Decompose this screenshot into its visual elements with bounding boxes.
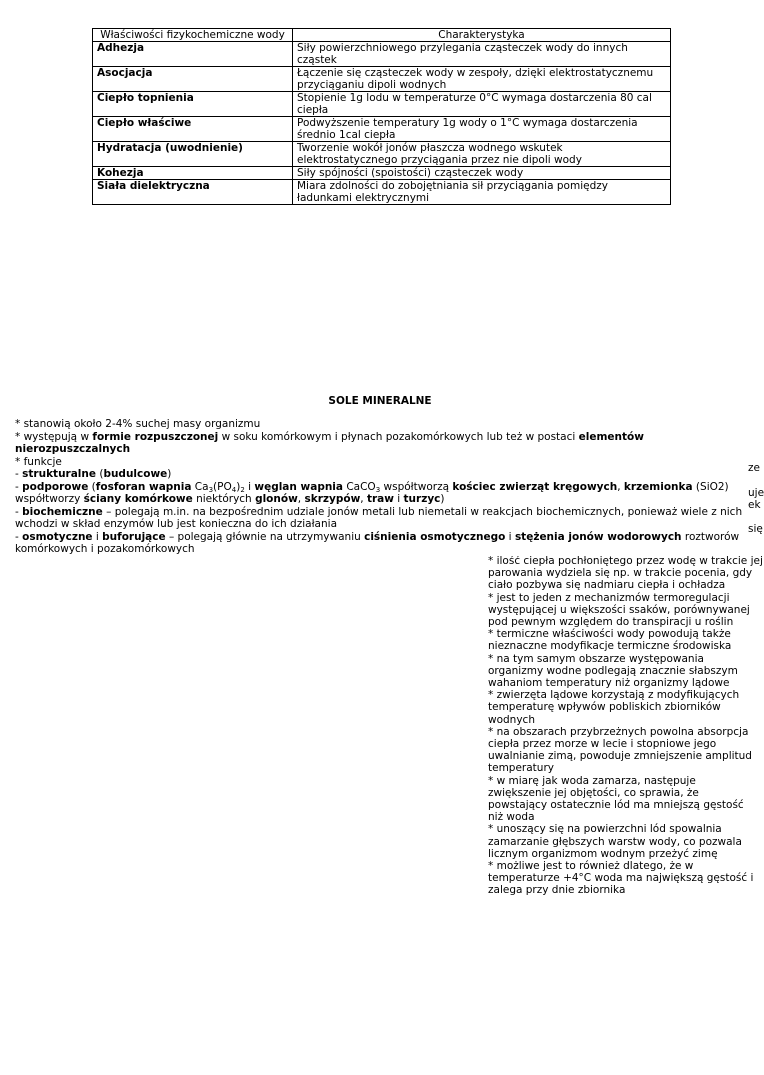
text: w soku komórkowym i płynach pozakomórkowych lub też w postaci [218,430,579,443]
mineral-salts-list [15,418,745,556]
list-item [15,456,745,469]
emphasis: fosforan wapnia [95,480,192,493]
text: - [15,530,23,543]
list-item: * unoszący się na powierzchni lód spowalnia zamarzanie głębszych warstw wody, co pozwala licznym organizmom wodnym przeżyć zimę [488,823,742,860]
clipped-text-fragment: ek [748,499,761,511]
list-item: * na tym samym obszarze występowania organizmy wodne podlegają znacznie słabszym wahaniom temperatury niż organizmy lądowe [488,652,738,690]
subscript: 4 [231,485,237,494]
list-item: * na obszarach przybrzeżnych powolna absorpcja ciepła przez morze w lecie i stopniowe jego uwalnianie zimą, powoduje zmniejszenie amplitud temperatury [488,725,752,775]
text: , [297,493,305,505]
text: ) [167,468,172,480]
water-properties-table [92,28,671,205]
clipped-text-fragment: się [748,523,763,535]
table-row [93,180,671,205]
list-item: * termiczne właściwości wody powodują także nieznaczne modyfikacje termiczne środowiska [488,628,732,653]
list-item: * w miarę jak woda zamarza, następuje zwiększenie jej objętości, co sprawia, że powstający ostatecznie lód ma mniejszą gęstość niż woda [488,774,744,824]
text: ) [236,480,241,493]
emphasis: podporowe [22,480,89,493]
table-row [93,167,671,180]
table-header-row [93,29,671,42]
text: i [92,530,103,543]
section-title: SOLE MINERALNE [328,395,432,407]
property-description: Miara zdolności do zobojętniania sił przyciągania pomiędzy ładunkami elektrycznymi [293,180,671,205]
list-item [15,418,745,431]
text: i [505,530,515,543]
list-item: * zwierzęta lądowe korzystają z modyfikujących temperaturę wpływów pobliskich zbiorników wodnych [488,689,740,726]
emphasis: węglan wapnia [254,480,343,493]
list-item [15,431,745,456]
text: (PO [213,480,232,493]
list-item: parowania wydziela się np. w trakcie pocenia, gdy ciało pozbywa się nadmiaru ciepła i ochładza [488,567,753,592]
list-item [15,481,745,506]
text: , [360,493,367,505]
text: , [617,480,624,493]
subscript: 2 [240,485,245,494]
emphasis: osmotyczne [22,530,93,543]
property-name: Hydratacja (uwodnienie) [93,142,293,167]
text: ) [440,493,445,505]
emphasis: biochemiczne [22,505,103,518]
emphasis: elementów nierozpuszczalnych [15,430,644,455]
partially-hidden-line: * ilość ciepła pochłoniętego przez wodę w trakcie jej [488,555,763,567]
text: - [15,480,23,493]
emphasis: glonów [255,493,298,505]
text: * występują w [15,430,93,443]
emphasis: ściany komórkowe [83,493,193,505]
clipped-text-fragment: uje [748,487,764,499]
table-header-cell: Charakterystyka [293,29,671,42]
table-row [93,142,671,167]
subscript: 3 [375,485,381,494]
list-item: * jest to jeden z mechanizmów termoregulacji występującej u większości ssaków, porównywanej pod pewnym względem do transpiracji u roślin [488,591,750,629]
text: – polegają m.in. na bezpośrednim udziale jonów metali lub niemetali w reakcjach biochemicznych, ponieważ wiele z nich wchodzi w skład enzymów lub jest konieczna do ich działania [15,505,743,530]
text: * stanowią około 2-4% suchej masy organizmu [15,418,261,430]
text: (SiO2) współtworzy [15,480,729,505]
list-item: * możliwe jest to również dlatego, że w temperaturze +4°C woda ma największą gęstość i zalega przy dnie zbiornika [488,860,754,897]
list-item [15,531,745,556]
clipped-text-fragment: ze [748,462,760,474]
text: i [393,493,404,505]
property-name: Ciepło właściwe [93,117,293,142]
text: ( [96,468,104,480]
property-description: Siły powierzchniowego przylegania cząsteczek wody do innych cząstek [293,42,671,67]
emphasis: strukturalne [22,468,96,480]
text: współtworzą [380,480,453,493]
property-description: Tworzenie wokół jonów płaszcza wodnego wskutek elektrostatycznego przyciągania przez nie dipoli wody [293,142,671,167]
emphasis: kościec zwierząt kręgowych [452,480,618,493]
property-description: Stopienie 1g lodu w temperaturze 0°C wymaga dostarczenia 80 cal ciepła [293,92,671,117]
text: - [15,505,23,518]
emphasis: turzyc [403,493,441,505]
text: Ca [191,480,209,493]
emphasis: ciśnienia osmotycznego [364,530,506,543]
property-name: Ciepło topnienia [93,92,293,117]
text: ( [88,480,96,493]
text: * funkcje [15,455,62,468]
property-name: Siała dielektryczna [93,180,293,205]
list-item [15,506,745,531]
table-row [93,117,671,142]
property-description: Siły spójności (spoistości) cząsteczek wody [293,167,671,180]
property-description: Podwyższenie temperatury 1g wody o 1°C wymaga dostarczenia średnio 1cal ciepła [293,117,671,142]
text: CaCO [343,480,376,493]
emphasis: stężenia jonów wodorowych [514,530,682,543]
emphasis: buforujące [102,530,166,543]
table-row [93,67,671,92]
table-row [93,42,671,67]
text: niektórych [192,493,256,505]
property-name: Adhezja [93,42,293,67]
text: i [244,480,255,493]
property-name: Asocjacja [93,67,293,92]
subscript: 3 [208,485,214,494]
emphasis: budulcowe [103,468,168,480]
text: roztworów komórkowych i pozakomórkowych [15,530,740,555]
property-name: Kohezja [93,167,293,180]
text: - [15,468,23,480]
emphasis: traw [366,493,394,505]
emphasis: krzemionka [623,480,693,493]
property-description: Łączenie się cząsteczek wody w zespoły, dzięki elektrostatycznemu przyciąganiu dipoli wodnych [293,67,671,92]
table-header-cell: Właściwości fizykochemiczne wody [93,29,293,42]
text: – polegają głównie na utrzymywaniu [165,530,365,543]
emphasis: skrzypów [304,493,361,505]
water-properties-list [488,555,763,897]
emphasis: formie rozpuszczonej [92,430,219,443]
list-item [15,468,745,481]
table-row [93,92,671,117]
